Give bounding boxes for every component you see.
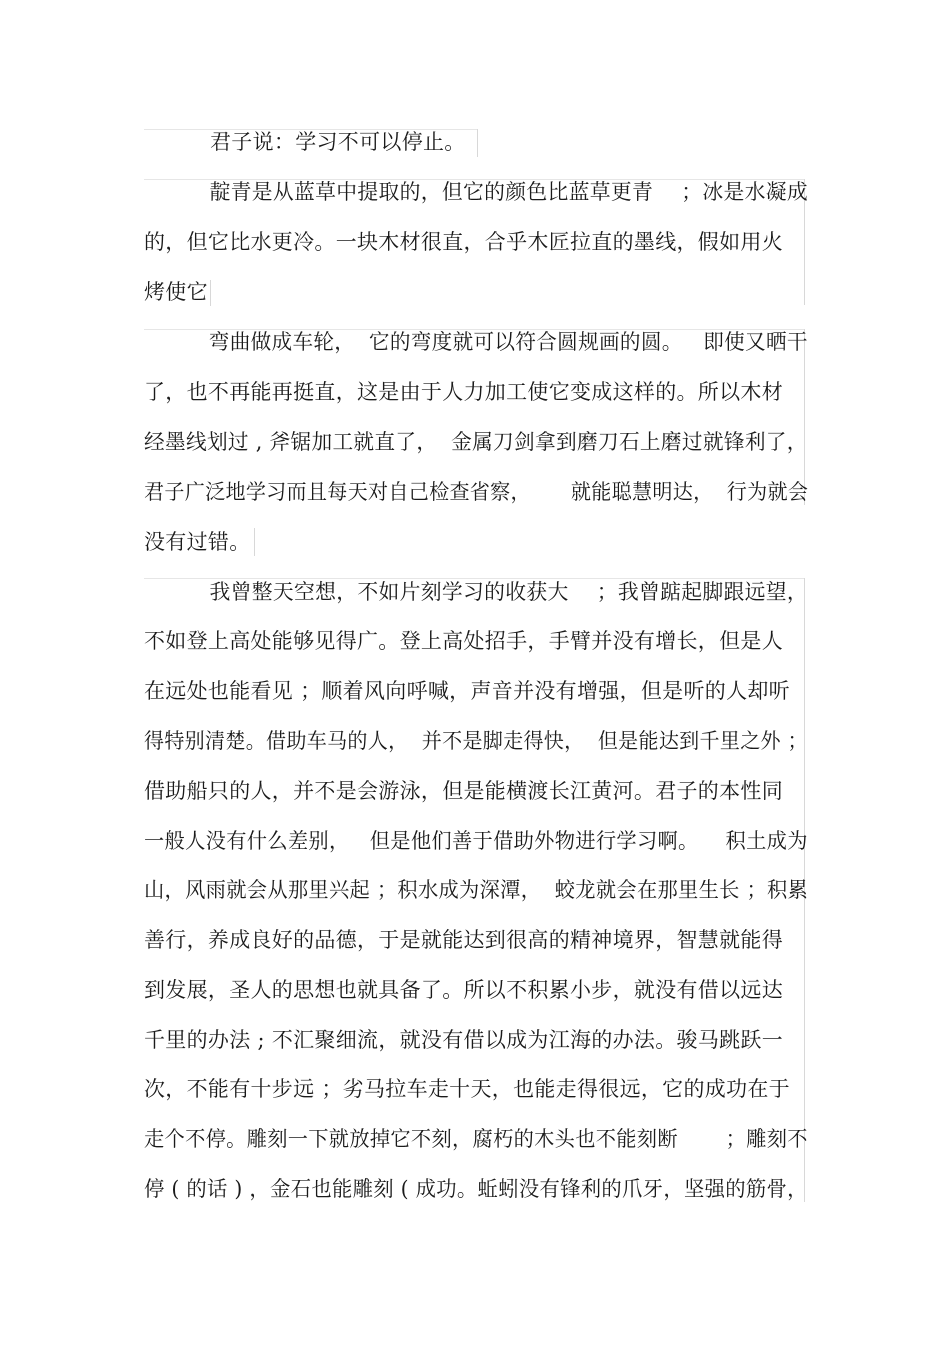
text-line: 善行，养成良好的品德，于是就能达到很高的精神境界，智慧就能得 <box>144 928 783 952</box>
text-line: 到发展，圣人的思想也就具备了。所以不积累小步，就没有借以远达 <box>144 978 783 1002</box>
text-line: 弯曲做成车轮， 它的弯度就可以符合圆规画的圆。 即使又晒干 <box>208 330 808 354</box>
text-line: 君子说：学习不可以停止。 <box>210 130 466 154</box>
text-line: 千里的办法 ; 不汇聚细流，就没有借以成为江海的办法。骏马跳跃一 <box>144 1028 784 1052</box>
text-line: 君子广泛地学习而且每天对自己检查省察， 就能聪慧明达， 行为就会 <box>144 480 809 504</box>
text-line: 的，但它比水更冷。一块木材很直，合乎木匠拉直的墨线，假如用火 <box>144 230 783 254</box>
text-line: 烤使它 <box>144 280 208 304</box>
text-line: 山，风雨就会从那里兴起 ；积水成为深潭， 蛟龙就会在那里生长 ；积累 <box>144 878 809 902</box>
text-line: 不如登上高处能够见得广。登上高处招手，手臂并没有增长，但是人 <box>144 629 783 653</box>
text-line: 我曾整天空想，不如片刻学习的收获大 ；我曾踮起脚跟远望， <box>209 580 809 604</box>
text-line: 得特别清楚。借助车马的人， 并不是脚走得快， 但是能达到千里之外 ； <box>144 729 808 753</box>
text-line: 没有过错。 <box>144 530 251 554</box>
cell-border <box>254 528 255 556</box>
text-line: 停 ( 的话 ) ，金石也能雕刻 ( 成功。蚯蚓没有锋利的爪牙，坚强的筋骨， <box>144 1177 808 1201</box>
text-line: 借助船只的人，并不是会游泳，但是能横渡长江黄河。君子的本性同 <box>144 779 783 803</box>
text-line: 在远处也能看见 ；顺着风向呼喊，声音并没有增强，但是听的人却听 <box>144 679 790 703</box>
text-line: 次，不能有十步远 ；劣马拉车走十天，也能走得很远，它的成功在于 <box>144 1077 790 1101</box>
cell-border <box>210 280 211 306</box>
text-line: 靛青是从蓝草中提取的，但它的颜色比蓝草更青 ；冰是水凝成 <box>209 180 809 204</box>
text-line: 了，也不再能再挺直，这是由于人力加工使它变成这样的。所以木材 <box>144 380 783 404</box>
text-line: 一般人没有什么差别， 但是他们善于借助外物进行学习啊。 积土成为 <box>144 829 808 853</box>
cell-border <box>477 129 478 157</box>
text-line: 经墨线划过 , 斧锯加工就直了， 金属刀剑拿到磨刀石上磨过就锋利了， <box>144 430 808 454</box>
text-line: 走个不停。雕刻一下就放掉它不刻，腐朽的木头也不能刻断 ；雕刻不 <box>144 1127 808 1151</box>
